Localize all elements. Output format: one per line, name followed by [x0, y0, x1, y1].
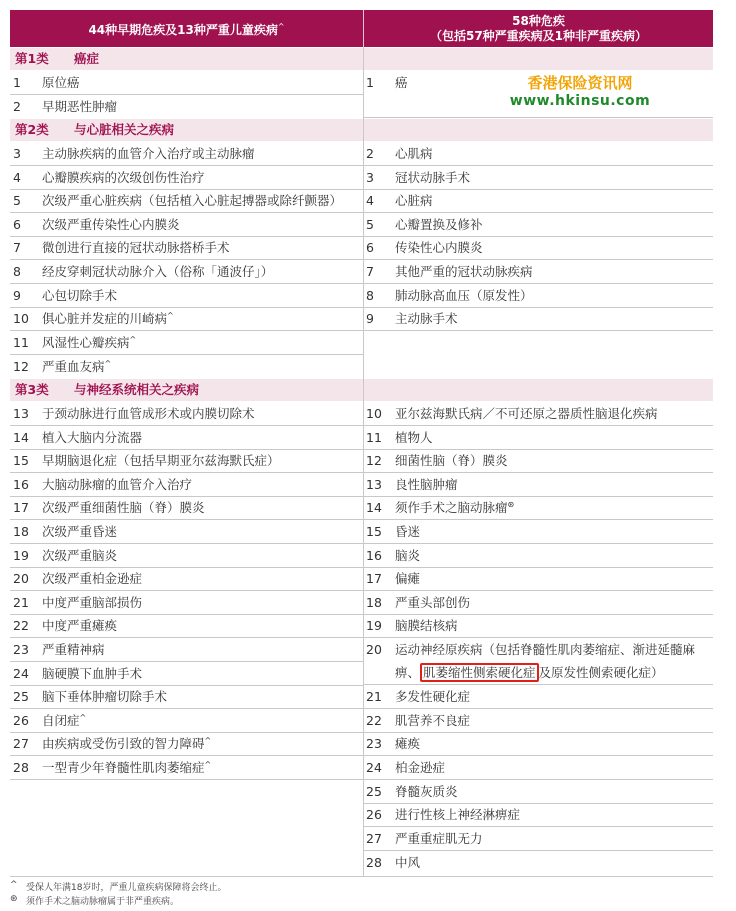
row-footnote-mark: ^ [204, 759, 212, 769]
right-table-row [363, 496, 713, 519]
row-number: 20 [13, 571, 29, 586]
row-number: 25 [13, 689, 29, 704]
row-illness-text: 微创进行直接的冠状动脉搭桥手术 [42, 240, 230, 255]
left-table-row [10, 166, 363, 189]
row-illness-name [395, 284, 533, 307]
header-right-title [364, 10, 713, 47]
row-number: 9 [13, 288, 21, 303]
row-number: 3 [366, 170, 374, 185]
left-table-row [10, 756, 363, 779]
row-illness-name [395, 827, 483, 850]
row-illness-name [42, 260, 273, 283]
row-illness-name [395, 709, 470, 732]
watermark [470, 74, 690, 110]
header-left-title: 44种早期危疾及13种严重儿童疾病^ [88, 22, 285, 37]
row-number: 15 [366, 524, 382, 539]
right-table-row [363, 213, 713, 236]
row-illness-text: 脑下垂体肿瘤切除手术 [42, 689, 168, 704]
row-number: 20 [366, 642, 382, 657]
row-number: 17 [366, 571, 382, 586]
row-illness-name [395, 166, 470, 189]
left-table-row [10, 520, 363, 543]
row-footnote-mark: ^ [104, 358, 112, 368]
right-table-row [363, 473, 713, 496]
row-illness-name [395, 142, 433, 165]
right-table-row [363, 685, 713, 708]
row-illness-name [42, 213, 180, 236]
row-number: 5 [366, 217, 374, 232]
category-name: 癌症 [74, 51, 100, 66]
row-illness-text-part: 运动神经原疾病（包括脊髓性肌肉萎缩症、渐进延髓麻痹、 [395, 642, 696, 680]
right-table-row [363, 284, 713, 307]
category-number: 第2类 [15, 122, 49, 137]
right-table-row [363, 780, 713, 803]
row-illness-text: 次级严重心脏疾病（包括植入心脏起搏器或除纤颤器） [42, 193, 343, 208]
header-right-line2: （包括57种严重疾病及1种非严重疾病） [429, 28, 648, 43]
right-row-divider [363, 117, 713, 118]
row-illness-text: 肌营养不良症 [395, 713, 471, 728]
row-illness-text: 严重血友病 [42, 359, 105, 374]
row-number: 26 [13, 713, 29, 728]
row-illness-text: 脑膜结核病 [395, 618, 458, 633]
row-illness-text: 脑硬膜下血肿手术 [42, 666, 143, 681]
left-table-row [10, 614, 363, 637]
row-illness-text: 次级严重传染性心内膜炎 [42, 217, 180, 232]
row-number: 11 [13, 335, 29, 350]
row-number: 21 [366, 689, 382, 704]
row-illness-name [395, 213, 483, 236]
row-illness-text: 冠状动脉手术 [395, 170, 471, 185]
row-number: 11 [366, 430, 382, 445]
row-illness-name [42, 166, 205, 189]
row-number: 4 [366, 193, 374, 208]
row-number: 12 [13, 359, 29, 374]
row-footnote-mark: ^ [167, 310, 174, 320]
row-illness-name [42, 426, 142, 449]
table-header [10, 10, 713, 47]
row-illness-text: 风湿性心瓣疾病 [42, 335, 130, 350]
left-table-row [10, 260, 363, 283]
row-number: 16 [13, 477, 29, 492]
row-illness-text: 传染性心内膜炎 [395, 240, 483, 255]
row-illness-text: 经皮穿刺冠状动脉介入（俗称「通波仔」） [42, 264, 274, 279]
row-number: 24 [13, 666, 29, 681]
row-illness-text: 早期恶性肿瘤 [42, 99, 118, 114]
right-table-row [363, 732, 713, 755]
row-illness-name [395, 803, 520, 826]
row-number: 25 [366, 784, 382, 799]
row-illness-text: 须作手术之脑动脉瘤 [395, 500, 508, 515]
table-bottom-rule [10, 876, 713, 877]
left-table-row [10, 355, 363, 378]
left-table-row [10, 284, 363, 307]
left-table-row [10, 331, 363, 354]
row-number: 23 [13, 642, 29, 657]
right-table-row [363, 851, 713, 874]
row-illness-text: 严重重症肌无力 [395, 831, 483, 846]
header-right-line1: 58种危疾 [512, 13, 565, 28]
left-table-row [10, 236, 363, 259]
right-table-row [363, 189, 713, 212]
right-table-row [363, 402, 713, 425]
row-number: 16 [366, 548, 382, 563]
row-illness-text: 原位癌 [42, 75, 80, 90]
left-table-row [10, 142, 363, 165]
column-divider [363, 47, 364, 876]
row-illness-text: 偏瘫 [395, 571, 421, 586]
right-table-row [363, 260, 713, 283]
row-number: 13 [13, 406, 29, 421]
row-illness-name [42, 284, 117, 307]
right-table-row [363, 827, 713, 850]
row-illness-text: 次级严重昏迷 [42, 524, 118, 539]
right-table-row [363, 166, 713, 189]
row-number: 14 [13, 430, 29, 445]
right-table-row [363, 638, 713, 684]
left-row-divider [10, 779, 363, 780]
row-illness-name [395, 236, 483, 259]
left-table-row [10, 307, 363, 330]
row-illness-name [395, 307, 458, 330]
right-table-row [363, 756, 713, 779]
row-footnote-mark: ^ [204, 735, 212, 745]
row-illness-text: 严重精神病 [42, 642, 105, 657]
row-number: 26 [366, 807, 382, 822]
row-illness-name [42, 685, 167, 708]
row-illness-name [42, 520, 117, 543]
row-illness-text: 中度严重瘫痪 [42, 618, 118, 633]
row-number: 19 [13, 548, 29, 563]
row-illness-text: 柏金逊症 [395, 760, 446, 775]
row-footnote-mark: ^ [129, 334, 137, 344]
left-table-row [10, 732, 363, 755]
row-number: 1 [13, 75, 21, 90]
row-illness-name [395, 638, 711, 684]
row-illness-text: 多发性硬化症 [395, 689, 471, 704]
left-table-row [10, 544, 363, 567]
left-table-row [10, 189, 363, 212]
row-illness-name [42, 756, 211, 779]
row-illness-text: 中度严重脑部损伤 [42, 595, 143, 610]
row-number: 9 [366, 311, 374, 326]
row-illness-name [42, 142, 255, 165]
row-illness-text: 次级严重脑炎 [42, 548, 118, 563]
left-table-row [10, 496, 363, 519]
row-illness-name [42, 544, 117, 567]
row-illness-name [42, 236, 230, 259]
row-number: 7 [366, 264, 374, 279]
row-number: 18 [13, 524, 29, 539]
row-illness-text: 主动脉手术 [395, 311, 458, 326]
row-illness-text: 严重头部创伤 [395, 595, 471, 610]
row-illness-name [395, 732, 420, 755]
row-illness-text: 心瓣置换及修补 [395, 217, 483, 232]
watermark-site-name: 香港保险资讯网 [527, 74, 633, 92]
row-number: 6 [366, 240, 374, 255]
row-illness-name [42, 189, 342, 212]
row-illness-name [42, 402, 255, 425]
row-illness-name [42, 331, 136, 354]
row-illness-text: 肺动脉高血压（原发性） [395, 288, 533, 303]
row-number: 18 [366, 595, 382, 610]
row-illness-name [42, 567, 142, 590]
right-table-row [363, 567, 713, 590]
row-illness-name [42, 662, 142, 685]
row-number: 3 [13, 146, 21, 161]
row-number: 17 [13, 500, 29, 515]
category-bar [10, 48, 713, 70]
row-illness-text: 瘫痪 [395, 736, 421, 751]
row-illness-name [395, 756, 445, 779]
row-illness-text: 一型青少年脊髓性肌肉萎缩症 [42, 760, 205, 775]
row-number: 10 [366, 406, 382, 421]
row-number: 27 [366, 831, 382, 846]
row-illness-text: 癌 [395, 75, 408, 90]
row-illness-name [42, 355, 111, 378]
row-illness-text: 次级严重细菌性脑（脊）膜炎 [42, 500, 205, 515]
row-illness-text: 进行性核上神经淋痹症 [395, 807, 521, 822]
row-illness-name [395, 685, 470, 708]
row-illness-text: 心包切除手术 [42, 288, 118, 303]
row-illness-name [42, 449, 280, 472]
left-table-row [10, 473, 363, 496]
row-illness-name [395, 473, 458, 496]
category-name: 与神经系统相关之疾病 [74, 382, 200, 397]
right-table-row [363, 426, 713, 449]
row-illness-name [395, 851, 420, 874]
row-illness-text: 植物人 [395, 430, 433, 445]
row-illness-name [395, 189, 433, 212]
left-table-row [10, 402, 363, 425]
row-illness-text: 其他严重的冠状动脉疾病 [395, 264, 533, 279]
row-illness-text: 脑炎 [395, 548, 421, 563]
row-illness-name [42, 638, 105, 661]
row-illness-text: 早期脑退化症（包括早期亚尔兹海默氏症） [42, 453, 280, 468]
row-illness-name [395, 402, 658, 425]
row-illness-name [395, 780, 458, 803]
right-row-divider [363, 330, 713, 331]
row-illness-text: 于颈动脉进行血管成形术或内膜切除术 [42, 406, 255, 421]
row-number: 12 [366, 453, 382, 468]
row-number: 19 [366, 618, 382, 633]
row-illness-name [395, 591, 470, 614]
row-illness-name [42, 95, 117, 118]
category-bar [10, 379, 713, 401]
row-illness-name [395, 496, 514, 519]
category-bar [10, 119, 713, 141]
left-table-row [10, 213, 363, 236]
right-table-row [363, 591, 713, 614]
row-number: 28 [366, 855, 382, 870]
category-name: 与心脏相关之疾病 [74, 122, 175, 137]
row-footnote-mark: ⊛ [507, 499, 515, 509]
row-illness-text: 中风 [395, 855, 421, 870]
highlighted-als-term: 肌萎缩性侧索硬化症 [420, 663, 539, 682]
row-number: 2 [366, 146, 374, 161]
row-illness-text: 植入大脑内分流器 [42, 430, 143, 445]
row-illness-name [42, 473, 192, 496]
row-illness-text: 主动脉疾病的血管介入治疗或主动脉瘤 [42, 146, 255, 161]
left-table-row [10, 591, 363, 614]
row-illness-name [395, 520, 420, 543]
row-number: 5 [13, 193, 21, 208]
right-table-row [363, 307, 713, 330]
row-number: 8 [366, 288, 374, 303]
row-illness-text: 昏迷 [395, 524, 421, 539]
category-number: 第1类 [15, 51, 49, 66]
row-illness-name [42, 591, 142, 614]
row-number: 8 [13, 264, 21, 279]
row-number: 2 [13, 99, 21, 114]
row-illness-text: 心肌病 [395, 146, 433, 161]
left-table-row [10, 709, 363, 732]
row-illness-text: 自闭症 [42, 713, 80, 728]
left-table-row [10, 685, 363, 708]
left-table-row [10, 95, 363, 118]
right-table-row [363, 709, 713, 732]
row-number: 22 [13, 618, 29, 633]
left-table-row [10, 662, 363, 685]
row-illness-text: 次级严重柏金逊症 [42, 571, 143, 586]
row-illness-text: 亚尔兹海默氏病／不可还原之器质性脑退化疾病 [395, 406, 658, 421]
category-number: 第3类 [15, 382, 49, 397]
right-table-row [363, 614, 713, 637]
row-illness-text: 心瓣膜疾病的次级创伤性治疗 [42, 170, 205, 185]
row-number: 10 [13, 311, 29, 326]
row-illness-text: 良性脑肿瘤 [395, 477, 458, 492]
row-illness-name [395, 426, 433, 449]
row-illness-text: 脊髓灰质炎 [395, 784, 458, 799]
row-number: 23 [366, 736, 382, 751]
right-table-row [363, 803, 713, 826]
critical-illness-table-page: 44种早期危疾及13种严重儿童疾病^ 58种危疾 （包括57种严重疾病及1种非严重疾病） 第1类 癌症 第2类 与心脏相关之疾病 第3类 与神经系统相关之疾病 1 原位癌 2 早期恶性肿瘤 3 主动脉疾病的血管介入治疗或主动脉瘤 4 心瓣膜疾病的次级创伤性治疗 5 次级严重心脏疾病（包括植入心脏起搏器或除纤颤器） 6 次级严重传染性心内膜炎 7 微创进行直接的冠状动脉搭桥手术 8 经皮穿刺冠状动脉介入（俗称「通波仔」） 9 心包切除手术 10 俱心脏并发症的川崎病^ 11 风湿性心瓣疾病^ 12 严重血友病^ 13 于颈动脉进行血管成形术或内膜切除术 14 植入大脑内分流器 15 早期脑退化症（包括早期亚尔兹海默氏症） 16 大脑动脉瘤的血管介入治疗 17 次级严重细菌性脑（脊）膜炎 18 次级严重昏迷 19 次级严重脑炎 20 次级严重柏金逊症 21 中度严重脑部损伤 22 中度严重瘫痪 23 严重精神病 24 脑硬膜下血肿手术 25 脑下垂体肿瘤切除手术 26 自闭症^ 27 由疾病或受伤引致的智力障碍^ 28 一型青少年脊髓性肌肉萎缩症^ 1 癌 2 心肌病 3 冠状动脉手术 4 心脏病 5 心瓣置换及修补 6 传染性心内膜炎 7 其他严重的冠状动脉疾病 8 肺动脉高血压（原发性） 9 主动脉手术 10 亚尔兹海默氏病／不可还原之器质性脑退化疾病 11 植物人 12 细菌性脑（脊）膜炎 13 良性脑肿瘤 14 须作手术之脑动脉瘤⊛ 15 昏迷 16 脑炎 17 偏瘫 18 严重头部创伤 19 脑膜结核病 20 运动神经原疾病（包括脊髓性肌肉萎缩症、渐进延髓麻痹、 肌萎缩性侧索硬化症 及原发性侧索硬化症） 21 多发性硬化症 22 肌营养不良症 23 瘫痪 24 柏金逊症 25 脊髓灰质炎 26 进行性核上神经淋痹症 27 严重重症肌无力 28 中风 香港保险资讯网 www.hkinsu.com ^ 受保人年满18岁时，严重儿童疾病保障将会终止。 ⊛ 须作手术之脑动脉瘤属于非严重疾病。 [0, 0, 736, 911]
left-table-row [10, 426, 363, 449]
row-number: 13 [366, 477, 382, 492]
row-number: 21 [13, 595, 29, 610]
row-illness-name [42, 71, 80, 94]
right-table-row [363, 544, 713, 567]
row-illness-name [395, 449, 508, 472]
row-illness-text: 心脏病 [395, 193, 433, 208]
row-illness-name [42, 496, 205, 519]
row-number: 4 [13, 170, 21, 185]
row-number: 28 [13, 760, 29, 775]
left-table-row [10, 449, 363, 472]
row-illness-name [42, 307, 174, 330]
row-illness-text: 俱心脏并发症的川崎病 [42, 311, 168, 326]
row-illness-text: 由疾病或受伤引致的智力障碍 [42, 736, 205, 751]
right-table-row [363, 236, 713, 259]
row-illness-text: 大脑动脉瘤的血管介入治疗 [42, 477, 193, 492]
right-table-row [363, 520, 713, 543]
row-number: 1 [366, 75, 374, 90]
row-number: 7 [13, 240, 21, 255]
row-illness-name [42, 732, 211, 755]
row-number: 24 [366, 760, 382, 775]
right-table-row [363, 142, 713, 165]
row-illness-text: 细菌性脑（脊）膜炎 [395, 453, 508, 468]
right-table-row [363, 449, 713, 472]
row-illness-name [42, 709, 86, 732]
row-illness-name [395, 567, 420, 590]
row-illness-name [395, 260, 533, 283]
row-number: 27 [13, 736, 29, 751]
row-illness-name [42, 614, 117, 637]
left-table-row [10, 71, 363, 94]
row-number: 6 [13, 217, 21, 232]
row-illness-name [395, 614, 458, 637]
row-number: 15 [13, 453, 29, 468]
row-number: 14 [366, 500, 382, 515]
row-illness-name [395, 544, 420, 567]
left-table-row [10, 567, 363, 590]
watermark-url: www.hkinsu.com [509, 93, 651, 109]
left-table-row [10, 638, 363, 661]
row-footnote-mark: ^ [79, 712, 87, 722]
row-illness-text-part: 及原发性侧索硬化症） [538, 665, 664, 680]
row-number: 22 [366, 713, 382, 728]
